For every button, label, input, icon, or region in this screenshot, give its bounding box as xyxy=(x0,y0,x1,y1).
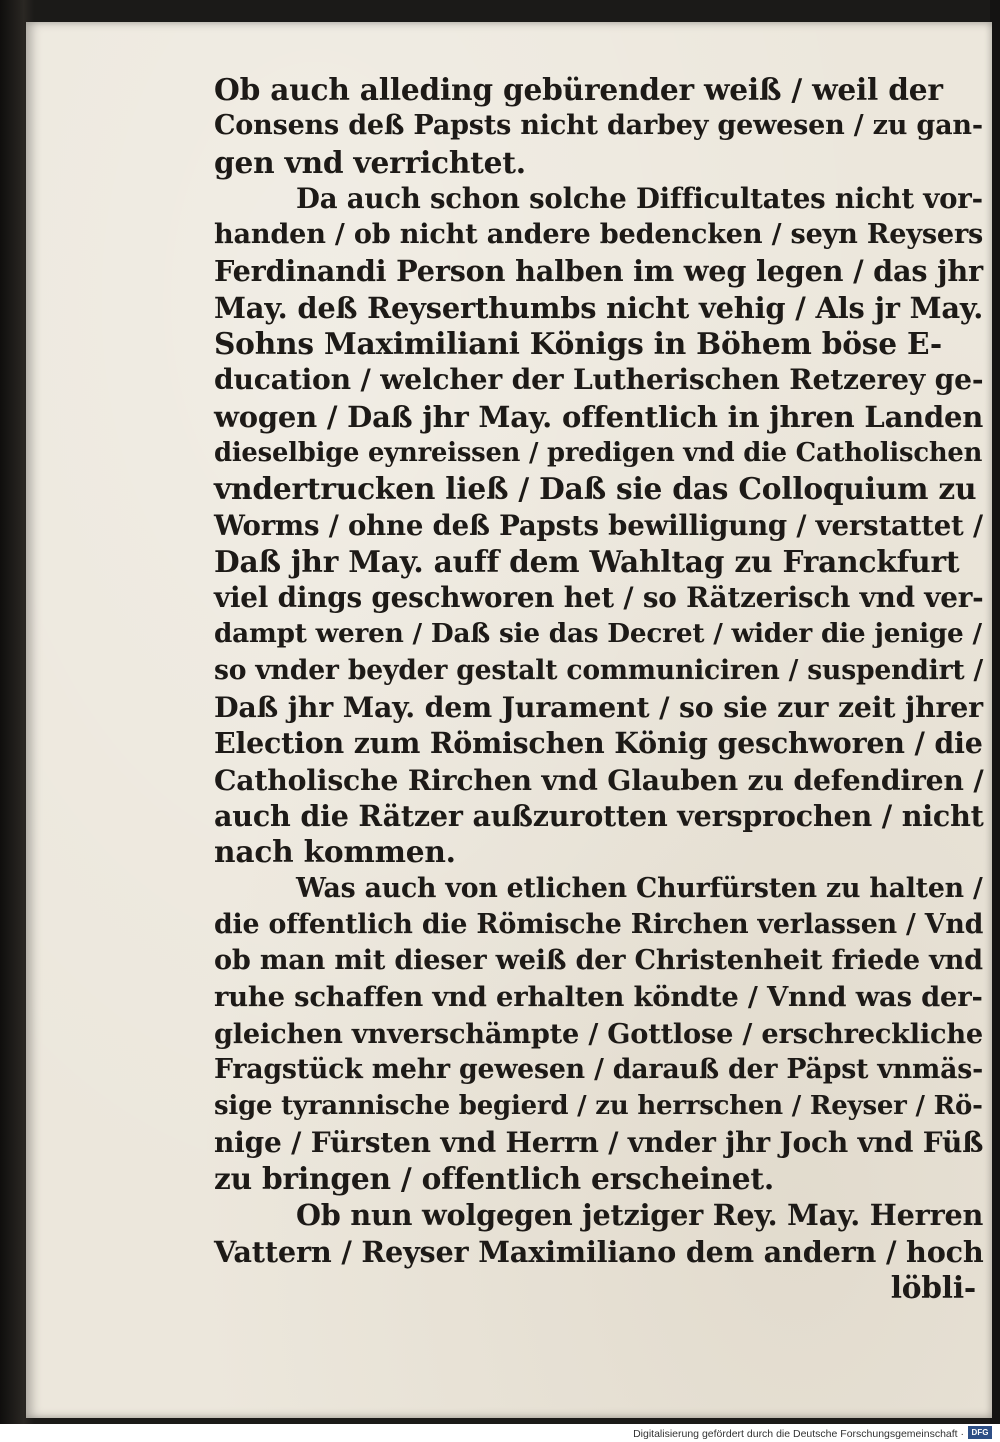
text-line: Sohns Maximiliani Königs in Böhem böse E- xyxy=(214,326,943,362)
text-line: Fragstück mehr gewesen / darauß der Päpst vnmäs- xyxy=(214,1054,984,1086)
text-line: viel dings geschworen het / so Rätzerisch vnd ver- xyxy=(214,581,984,615)
blackletter-text-block xyxy=(214,72,994,1306)
text-line: Daß jhr May. auff dem Wahltag zu Franckfurt xyxy=(214,543,960,579)
paragraph-start-line: Da auch schon solche Difficultates nicht vor- xyxy=(296,182,983,215)
text-line: so vnder beyder gestalt communiciren / suspendirt / xyxy=(214,654,984,686)
text-line: Worms / ohne deß Papsts bewilligung / verstattet / xyxy=(214,508,983,542)
text-line: Ob auch alleding gebürender weiß / weil der xyxy=(214,72,943,107)
text-line: Daß jhr May. dem Jurament / so sie zur zeit jhrer xyxy=(214,690,983,725)
dfg-credit-text: Digitalisierung gefördert durch die Deutsche Forschungsgemeinschaft · xyxy=(633,1428,964,1440)
text-line: Ferdinandi Person halben im weg legen / das jhr xyxy=(214,254,983,289)
text-line: May. deß Reyserthumbs nicht vehig / Als jr May. xyxy=(214,290,984,325)
text-line: nach kommen. xyxy=(214,834,456,870)
text-line: vndertrucken ließ / Daß sie das Colloquium zu xyxy=(214,471,977,507)
text-line: dampt weren / Daß sie das Decret / wider die jenige / xyxy=(214,618,982,650)
text-line: Consens deß Papsts nicht darbey gewesen / zu gan- xyxy=(214,110,983,142)
text-line: ducation / welcher der Lutherischen Retzerey ge- xyxy=(214,363,984,397)
text-line: ob man mit dieser weiß der Christenheit friede vnd xyxy=(214,945,983,977)
text-line: Vattern / Reyser Maximiliano dem andern / hoch xyxy=(214,1234,984,1269)
text-line: dieselbige eynreissen / predigen vnd die Catholischen xyxy=(214,437,983,468)
text-line: wogen / Daß jhr May. offentlich in jhren Landen xyxy=(214,399,984,434)
text-line: nige / Fürsten vnd Herrn / vnder jhr Joch vnd Füß xyxy=(214,1125,984,1159)
text-line: die offentlich die Römische Rirchen verlassen / Vnd xyxy=(214,908,984,940)
text-line: Election zum Römischen König geschworen / die xyxy=(214,726,983,761)
text-line: handen / ob nicht andere bedencken / seyn Reysers xyxy=(214,219,984,251)
dfg-logo: DFG xyxy=(968,1426,992,1439)
paragraph-start-line: Ob nun wolgegen jetziger Rey. May. Herren xyxy=(296,1198,984,1233)
text-line: gleichen vnverschämpte / Gottlose / erschreckliche xyxy=(214,1017,984,1050)
text-line: gen vnd verrichtet. xyxy=(214,144,526,180)
catchword: löbli- xyxy=(890,1269,976,1305)
text-line: ruhe schaffen vnd erhalten köndte / Vnnd was der- xyxy=(214,981,983,1014)
text-line: sige tyrannische begierd / zu herrschen / Reyser / Rö- xyxy=(214,1091,983,1122)
text-line: zu bringen / offentlich erscheinet. xyxy=(214,1160,774,1196)
paragraph-start-line: Was auch von etlichen Churfürsten zu halten / xyxy=(296,872,983,904)
text-line: auch die Rätzer außzurotten versprochen / nicht xyxy=(214,798,984,833)
text-line: Catholische Rirchen vnd Glauben zu defendiren / xyxy=(214,762,984,797)
